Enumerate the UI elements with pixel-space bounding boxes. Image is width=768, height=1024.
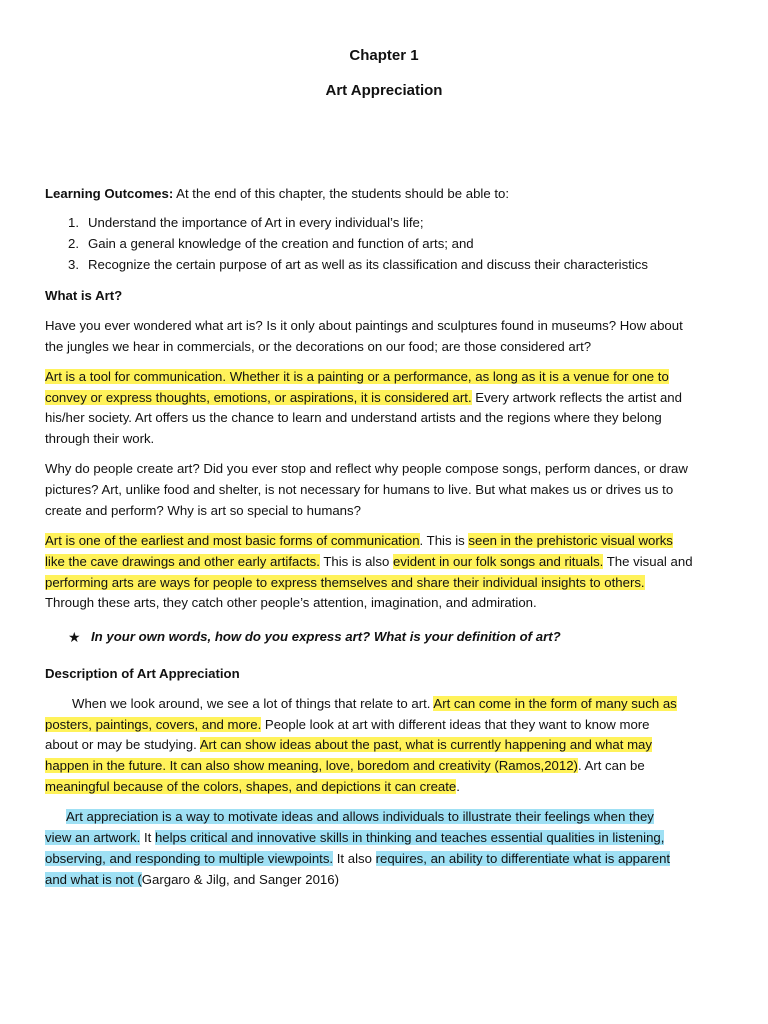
- paragraph-line: happen in the future. It can also show meaning, love, boredom and creativity (Ramos,2012). Art can be: [45, 758, 645, 773]
- paragraph-line: [45, 368, 669, 386]
- paragraph-line: through their work.: [45, 431, 155, 446]
- reflection-question: In your own words, how do you express art? What is your definition of art?: [91, 629, 561, 644]
- paragraph-line: and what is not (Gargaro & Jilg, and Sanger 2016): [45, 872, 339, 887]
- chapter-title: Art Appreciation: [325, 82, 443, 99]
- paragraph-line: posters, paintings, covers, and more. People look at art with different ideas that they want to know more: [45, 717, 650, 732]
- star-bullet-icon: ★: [68, 629, 81, 645]
- learning-outcomes-label: Learning Outcomes:: [45, 186, 174, 201]
- paragraph-line: meaningful because of the colors, shapes, and depictions it can create.: [45, 779, 460, 794]
- highlight-yellow: posters, paintings, covers, and more.: [45, 717, 262, 732]
- paragraph-line: Art is one of the earliest and most basic forms of communication. This is seen in the prehistoric visual works: [45, 533, 673, 548]
- paragraph-line: the jungles we hear in commercials, or the decorations on our food; are those considered art?: [45, 339, 592, 354]
- highlight-blue: view an artwork.: [45, 830, 141, 845]
- paragraph-line: Through these arts, they catch other people’s attention, imagination, and admiration.: [45, 595, 537, 610]
- paragraph-line: [45, 574, 645, 592]
- learning-outcomes-intro: At the end of this chapter, the students should be able to:: [173, 186, 510, 201]
- outcome-item: 3. Recognize the certain purpose of art as well as its classification and discuss their characteristics: [68, 257, 648, 272]
- highlight-blue: observing, and responding to multiple viewpoints.: [45, 851, 334, 866]
- paragraph-line: his/her society. Art offers us the chance to learn and understand artists and the regions where they belong: [45, 410, 662, 425]
- highlight-blue: and what is not (: [45, 872, 142, 887]
- paragraph-line: about or may be studying. Art can show ideas about the past, what is currently happening and what may: [45, 737, 652, 752]
- highlight-yellow: Art can come in the form of many such as: [433, 696, 677, 711]
- paragraph-line: Have you ever wondered what art is? Is it only about paintings and sculptures found in museums? How about: [45, 318, 683, 333]
- paragraph-line: view an artwork. It helps critical and innovative skills in thinking and teaches essential qualities in listening,: [45, 830, 665, 845]
- highlight-blue: Art appreciation is a way to motivate ideas and allows individuals to illustrate their feelings when they: [66, 809, 654, 824]
- outcome-item: 2. Gain a general knowledge of the creation and function of arts; and: [68, 236, 474, 251]
- outcome-item: 1. Understand the importance of Art in every individual’s life;: [68, 215, 424, 230]
- learning-outcomes-line: [45, 185, 509, 203]
- paragraph-line: [66, 808, 654, 826]
- highlight-yellow: convey or express thoughts, emotions, or aspirations, it is considered art.: [45, 390, 472, 405]
- paragraph-line: observing, and responding to multiple viewpoints. It also requires, an ability to differentiate what is apparent: [45, 851, 671, 866]
- chapter-number: Chapter 1: [349, 47, 419, 64]
- paragraph-line: Why do people create art? Did you ever stop and reflect why people compose songs, perform dances, or draw: [45, 461, 688, 476]
- highlight-yellow: meaningful because of the colors, shapes, and depictions it can create: [45, 779, 457, 794]
- highlight-blue: requires, an ability to differentiate what is apparent: [375, 851, 671, 866]
- highlight-yellow: happen in the future. It can also show meaning, love, boredom and creativity (Ramos,2012): [45, 758, 578, 773]
- highlight-yellow: evident in our folk songs and rituals.: [392, 554, 604, 569]
- highlight-yellow: performing arts are ways for people to express themselves and share their individual insights to others.: [45, 575, 645, 590]
- paragraph-line: create and perform? Why is art so special to humans?: [45, 503, 361, 518]
- paragraph-line: pictures? Art, unlike food and shelter, is not necessary for humans to live. But what makes us or drives us to: [45, 482, 674, 497]
- highlight-blue: helps critical and innovative skills in thinking and teaches essential qualities in listening,: [154, 830, 665, 845]
- highlight-yellow: Art is a tool for communication. Whether it is a painting or a performance, as long as it is a venue for one to: [45, 369, 669, 384]
- highlight-yellow: Art can show ideas about the past, what is currently happening and what may: [199, 737, 652, 752]
- highlight-yellow: seen in the prehistoric visual works: [468, 533, 673, 548]
- paragraph-line: like the cave drawings and other early artifacts. This is also evident in our folk songs and rituals. The visual and: [45, 554, 693, 569]
- paragraph-line: convey or express thoughts, emotions, or aspirations, it is considered art. Every artwork reflects the artist and: [45, 390, 682, 405]
- section-heading-description: Description of Art Appreciation: [45, 666, 240, 681]
- section-heading-what-is-art: What is Art?: [45, 288, 123, 303]
- highlight-yellow: like the cave drawings and other early artifacts.: [45, 554, 320, 569]
- paragraph-line: When we look around, we see a lot of things that relate to art. Art can come in the form of many such as: [72, 696, 677, 711]
- highlight-yellow: Art is one of the earliest and most basic forms of communication: [45, 533, 420, 548]
